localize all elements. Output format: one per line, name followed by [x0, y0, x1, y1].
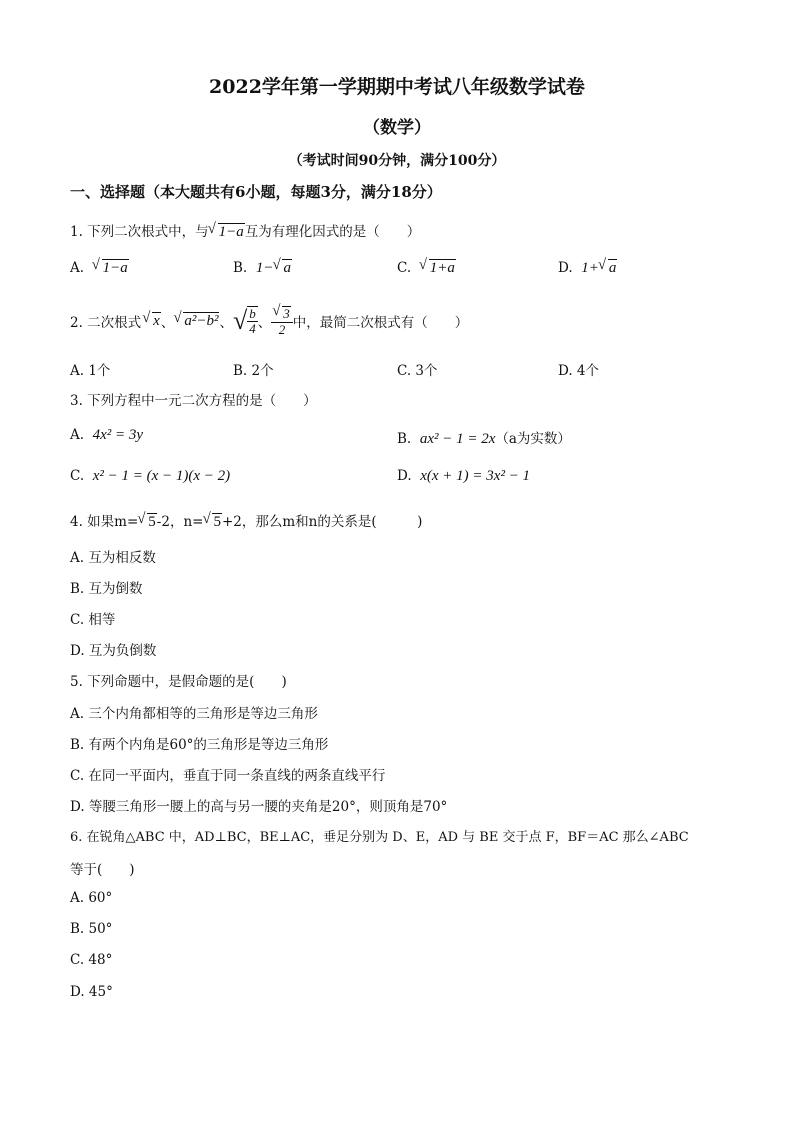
q5-option-d: D. 等腰三角形一腰上的高与另一腰的夹角是20°，则顶角是70° [70, 799, 448, 815]
question-5: 5. 下列命题中，是假命题的是( ) [70, 674, 287, 690]
q1-prefix: 1. 下列二次根式中，与 [70, 224, 209, 240]
q6-option-c: C. 48° [70, 952, 113, 968]
question-6-line-2: 等于( ) [70, 862, 135, 878]
q1-option-b: B. 1−√ a [233, 259, 292, 277]
q6-option-b: B. 50° [70, 921, 113, 937]
exam-note: （考试时间90分钟，满分100分） [288, 153, 506, 169]
page-title: 2022学年第一学期期中考试八年级数学试卷 [209, 76, 585, 98]
q1-option-a: A. √ 1−a [70, 259, 129, 277]
q4-option-c: C. 相等 [70, 612, 116, 628]
q1-suffix: 互为有理化因式的是（ ） [244, 224, 421, 240]
question-3: 3. 下列方程中一元二次方程的是（ ） [70, 393, 317, 409]
q1-option-c: C. √ 1+a [397, 259, 456, 277]
q4-option-b: B. 互为倒数 [70, 581, 143, 597]
q1-radical: √ 1−a [209, 223, 245, 241]
question-1 [70, 220, 420, 241]
q3-option-c: C. x² − 1 = (x − 1)(x − 2) [70, 468, 231, 484]
q3-option-a: A. 4x² = 3y [70, 427, 144, 443]
q5-option-c: C. 在同一平面内，垂直于同一条直线的两条直线平行 [70, 768, 386, 784]
q2-option-c: C. 3个 [397, 363, 438, 379]
q4-option-a: A. 互为相反数 [70, 550, 156, 566]
q3-option-d: D. x(x + 1) = 3x² − 1 [397, 468, 531, 484]
section-heading: 一、选择题（本大题共有6小题，每题3分，满分18分） [70, 183, 442, 201]
question-6-line-1: 6. 在锐角△ABC 中，AD⊥BC，BE⊥AC，垂足分别为 D、E，AD 与 BE 交于点 F，BF＝AC 那么∠ABC [70, 830, 689, 845]
q2-option-a: A. 1个 [70, 363, 111, 379]
q1-option-d: D. 1+√ a [558, 259, 617, 277]
q5-option-b: B. 有两个内角是60°的三角形是等边三角形 [70, 737, 329, 753]
question-4: 4. 如果m=√ 5-2，n=√ 5+2，那么m和n的关系是( ) [70, 510, 422, 531]
q3-option-b: B. ax² − 1 = 2x（a为实数） [397, 431, 571, 447]
question-2: 2. 二次根式 √ x 、 √ a²−b² 、 √ $\frac{b}{4}$ 、 √ $\frac{3}{2}$ 中，最简二次根式有（ ） [70, 300, 468, 342]
q5-option-a: A. 三个内角都相等的三角形是等边三角形 [70, 706, 318, 722]
q2-option-b: B. 2个 [233, 363, 274, 379]
q2-option-d: D. 4个 [558, 363, 600, 379]
q4-option-d: D. 互为负倒数 [70, 643, 157, 659]
q6-option-a: A. 60° [70, 890, 113, 906]
q6-option-d: D. 45° [70, 984, 113, 1000]
subject-label: （数学） [363, 118, 431, 138]
